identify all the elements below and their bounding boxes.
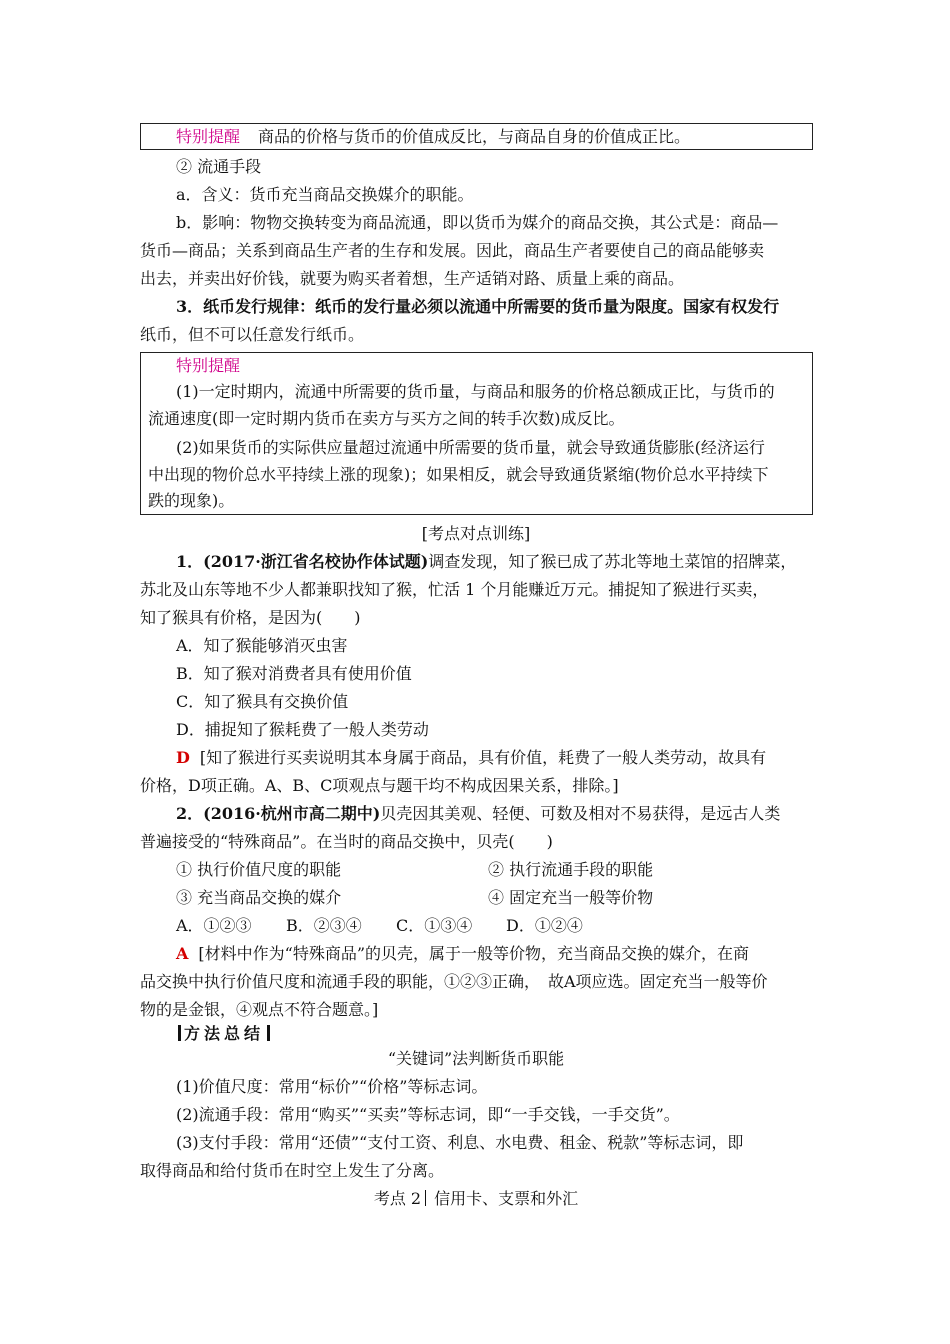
- next-section-heading: [140, 1188, 812, 1210]
- method-summary-label: 方法总结: [184, 1024, 265, 1043]
- circulation-impact-line-3: 出去，并卖出好价钱，就要为购买者着想，生产适销对路、质量上乘的商品。: [140, 269, 685, 288]
- method-line-2: (2)流通手段：常用“购买”“买卖”等标志词，即“一手交钱，一手交货”。: [176, 1105, 680, 1124]
- q1-explanation-text: [知了猴进行买卖说明其本身属于商品，具有价值，耗费了一般人类劳动，故具有: [199, 748, 767, 767]
- q2-choice-d: D．①②④: [506, 916, 583, 935]
- q1-explanation-line-2: 价格，D项正确。A、B、C项观点与题干均不构成因果关系，排除。]: [140, 776, 619, 795]
- circulation-definition: a．含义：货币充当商品交换媒介的职能。: [176, 185, 474, 204]
- q1-stem-line-2: 苏北及山东等地不少人都兼职找知了猴，忙活 1 个月能赚近万元。捕捉知了猴进行买卖，: [140, 580, 769, 599]
- q2-item-1: ① 执行价值尺度的职能: [176, 860, 342, 879]
- q2-choice-b: B．②③④: [286, 916, 362, 935]
- q1-stem-line-3: 知了猴具有价格，是因为( ): [140, 608, 361, 627]
- q2-choice-a: A．①②③: [176, 916, 252, 935]
- reminder-2-p2-line-2: 中出现的物价总水平持续上涨的现象)；如果相反，就会导致通货紧缩(物价总水平持续下: [148, 465, 769, 484]
- method-summary-badge: [175, 1023, 273, 1045]
- method-line-4: 取得商品和给付货币在时空上发生了分离。: [140, 1161, 445, 1180]
- q2-item-2: ② 执行流通手段的职能: [488, 860, 654, 879]
- paper-money-rule-line-1: 3．纸币发行规律：纸币的发行量必须以流通中所需要的货币量为限度。国家有权发行: [176, 297, 780, 316]
- q1-option-a: A．知了猴能够消灭虫害: [176, 636, 348, 655]
- q2-stem-line-2: 普遍接受的“特殊商品”。在当时的商品交换中，贝壳( ): [140, 832, 553, 851]
- q1-option-d: D．捕捉知了猴耗费了一般人类劳动: [176, 720, 429, 739]
- q2-choice-c: C．①③④: [396, 916, 473, 935]
- q2-stem-line-1: [176, 803, 780, 825]
- section-divider: [425, 1190, 426, 1206]
- circulation-impact-line-2: 货币—商品；关系到商品生产者的生存和发展。因此，商品生产者要使自己的商品能够卖: [140, 241, 765, 260]
- method-line-3: (3)支付手段：常用“还债”“支付工资、利息、水电费、租金、税款”等标志词，即: [176, 1133, 744, 1152]
- paper-money-rule-line-2: 纸币，但不可以任意发行纸币。: [140, 325, 365, 344]
- reminder-2-p2-line-3: 跌的现象)。: [148, 491, 235, 510]
- circulation-impact-line-1: b．影响：物物交换转变为商品流通，即以货币为媒介的商品交换，其公式是：商品—: [176, 213, 779, 232]
- q2-explanation-line-1: [176, 943, 749, 965]
- q1-option-c: C．知了猴具有交换价值: [176, 692, 349, 711]
- q2-explanation-text: [材料中作为“特殊商品”的贝壳，属于一般等价物，充当商品交换的媒介，在商: [198, 944, 750, 963]
- q1-stem-text: 调查发现，知了猴已成了苏北等地土菜馆的招牌菜，: [428, 552, 797, 571]
- badge-left-bar: [178, 1025, 181, 1041]
- q2-item-3: ③ 充当商品交换的媒介: [176, 888, 342, 907]
- q1-option-b: B．知了猴对消费者具有使用价值: [176, 664, 412, 683]
- q2-stem-text: 贝壳因其美观、轻便、可数及相对不易获得，是远古人类: [380, 804, 781, 823]
- reminder-2-p1-line-2: 流通速度(即一定时期内货币在卖方与买方之间的转手次数)成反比。: [148, 409, 625, 428]
- reminder-2-p1-line-1: (1)一定时期内，流通中所需要的货币量，与商品和服务的价格总额成正比，与货币的: [176, 382, 775, 401]
- q2-item-4: ④ 固定充当一般等价物: [488, 888, 654, 907]
- q2-source: 2．(2016·杭州市高二期中): [176, 804, 381, 823]
- q2-explanation-line-3: 物的是金银，④观点不符合题意。]: [140, 1000, 379, 1019]
- q2-explanation-line-2: 品交换中执行价值尺度和流通手段的职能，①②③正确， 故A项应选。固定充当一般等价: [140, 972, 768, 991]
- q1-answer: D: [176, 748, 190, 767]
- circulation-heading: ② 流通手段: [176, 157, 262, 176]
- q1-stem-line-1: [176, 551, 796, 573]
- q2-answer: A: [176, 944, 189, 963]
- special-reminder-tag: 特别提醒: [176, 127, 241, 146]
- training-title: [考点对点训练]: [421, 524, 531, 543]
- special-reminder-box-2: [140, 352, 813, 515]
- special-reminder-tag-2: 特别提醒: [176, 356, 241, 375]
- section-title: 信用卡、支票和外汇: [434, 1189, 579, 1208]
- reminder-2-p2-line-1: (2)如果货币的实际供应量超过流通中所需要的货币量，就会导致通货膨胀(经济运行: [176, 438, 765, 457]
- badge-right-bar: [267, 1025, 270, 1041]
- q1-explanation-line-1: [176, 747, 766, 769]
- method-line-1: (1)价值尺度：常用“标价”“价格”等标志词。: [176, 1077, 488, 1096]
- section-number: 考点 2: [373, 1189, 422, 1208]
- special-reminder-text: 商品的价格与货币的价值成反比，与商品自身的价值成正比。: [258, 127, 691, 146]
- method-title: “关键词”法判断货币职能: [387, 1049, 565, 1068]
- special-reminder-line-1: [176, 126, 690, 148]
- q1-source: 1．(2017·浙江省名校协作体试题): [176, 552, 429, 571]
